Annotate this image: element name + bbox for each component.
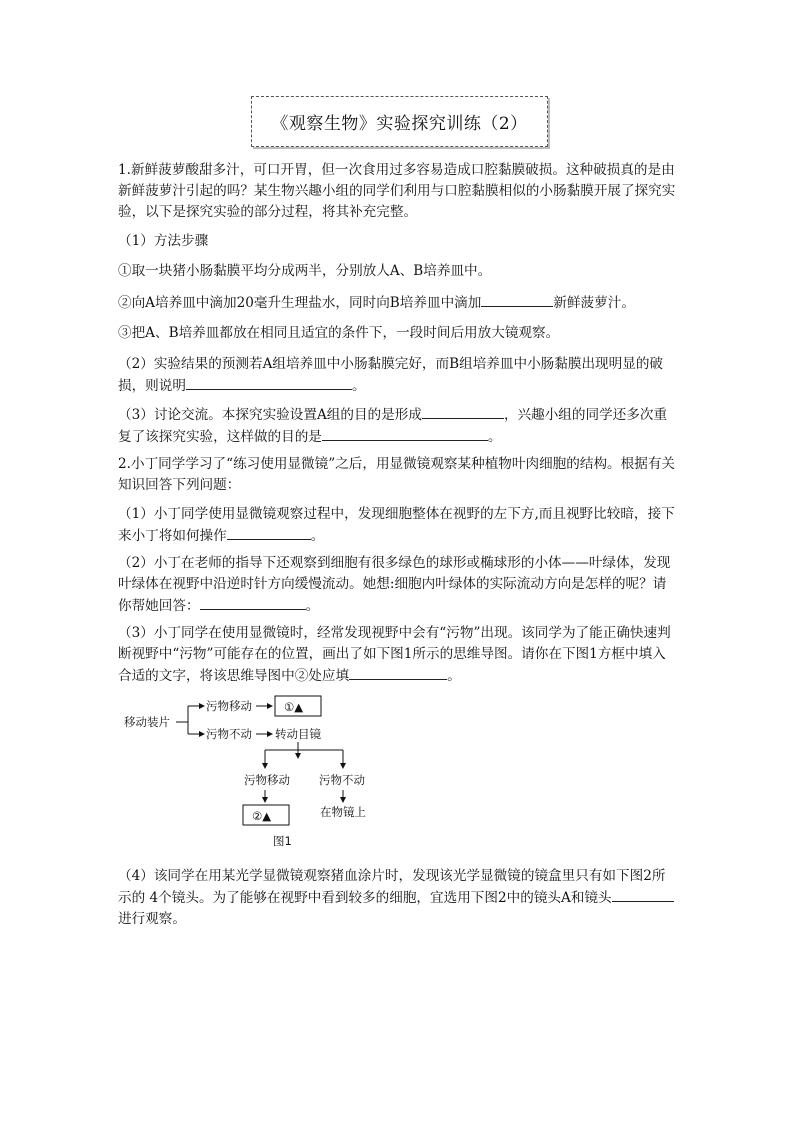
q2-part3 [118,623,678,687]
answer-blank[interactable] [186,375,352,390]
answer-blank[interactable] [322,426,488,441]
q1-intro: 1.新鲜菠萝酸甜多汁，可口开胃，但一次食用过多容易造成口腔黏膜破损。这种破损真的是由新鲜菠萝汁引起的吗？某生物兴趣小组的同学们利用与口腔黏膜相似的小肠黏膜开展了探究实验，以下是探究实验的部分过程，将其补充完整。 [118,162,676,220]
q1-step2 [118,292,678,314]
q2-part3-text-b: 。 [447,668,461,684]
q2-part1 [118,504,678,547]
fig1-dirt-still-2: 污物不动 [319,773,365,787]
fig1-dirt-moves-2: 污物移动 [244,773,290,787]
answer-blank[interactable] [481,292,553,307]
q1-step1: ①取一块猪小肠黏膜平均分成两半，分别放人A、B培养皿中。 [118,263,492,279]
q2-part4-text-b: 进行观察。 [118,911,186,927]
q2-part1-text-a: （1）小丁同学使用显微镜观察过程中，发现细胞整体在视野的左下方,而且视野比较暗，接下来小丁将如何操作 [118,506,675,544]
fig1-rotate-eyepiece: 转动目镜 [275,727,321,741]
fig1-caption: 图1 [273,834,292,848]
q1-part3-text-a: （3）讨论交流。本探究实验设置A组的目的是形成 [118,407,422,423]
q1-part3-text-c: 。 [487,429,502,445]
fig1-box-2-label: ②▲ [252,809,272,823]
q2-part2-text-a: （2）小丁在老师的指导下还观察到细胞有很多绿色的球形或椭球形的小体——叶绿体，发现叶绿体在视野中沿逆时针方向缓慢流动。她想:细胞内叶绿体的实际流动方向是怎样的呢？请你帮她回答： [118,555,671,614]
q2-part4-text-a: （4）该同学在用某光学显微镜观察猪血涂片时，发现该光学显微镜的镜盒里只有如下图2所示的 4个镜头。为了能够在视野中看到较多的细胞，宜选用下图2中的镜头A和镜头 [118,868,666,906]
q1-part2-text-a: （2）实验结果的预测若A组培养皿中小肠黏膜完好，而B组培养皿中小肠黏膜出现明显的破损，则说明 [118,356,664,394]
q2-intro: 2.小丁同学学习了“练习使用显微镜”之后，用显微镜观察某种植物叶肉细胞的结构。根据有关知识回答下列问题： [118,456,676,493]
answer-blank[interactable] [612,887,674,902]
q1-part2 [118,354,678,397]
q1-part3-text-b: ，兴趣小组的同学还多次重复了该探究实验，这样做的目的是 [118,407,668,445]
q1-step3: ③把A、B培养皿都放在相同且适宜的条件下，一段时间后用放大镜观察。 [118,325,560,341]
q2-part2-text-b: 。 [305,598,320,614]
q2-part3-text-a: （3）小丁同学在使用显微镜时，经常发现视野中会有“污物”出现。该同学为了能正确快速判断视野中“污物”可能存在的位置，画出了如下图1所示的思维导图。请你在下图1方框中填入合适的文字，将该思维导图中②处应填 [118,625,671,684]
q1-step2-text-a: ②向A培养皿中滴加20毫升生理盐水，同时向B培养皿中滴加 [118,295,482,311]
answer-blank[interactable] [349,665,447,680]
fig1-box-1-label: ①▲ [284,700,304,714]
q2-part2 [118,553,678,617]
q1-step2-text-b: 新鲜菠萝汁。 [553,295,635,311]
fig1-dirt-moves-1: 污物移动 [206,699,252,713]
figure1-mind-map [118,690,418,860]
fig1-on-objective: 在物镜上 [320,805,366,819]
q1-part2-text-b: 。 [351,378,366,394]
fig1-move-slide: 移动装片 [124,715,170,729]
fig1-dirt-still-1: 污物不动 [206,727,252,741]
q1-part3 [118,404,678,448]
answer-blank[interactable] [200,595,306,610]
q2-part1-text-b: 。 [310,528,325,544]
page-title: 《观察生物》实验探究训练（2） [251,96,548,147]
answer-blank[interactable] [422,404,504,419]
q2-part4 [118,866,678,930]
answer-blank[interactable] [227,525,311,540]
q1-part1-heading: （1）方法步骤 [118,233,209,249]
